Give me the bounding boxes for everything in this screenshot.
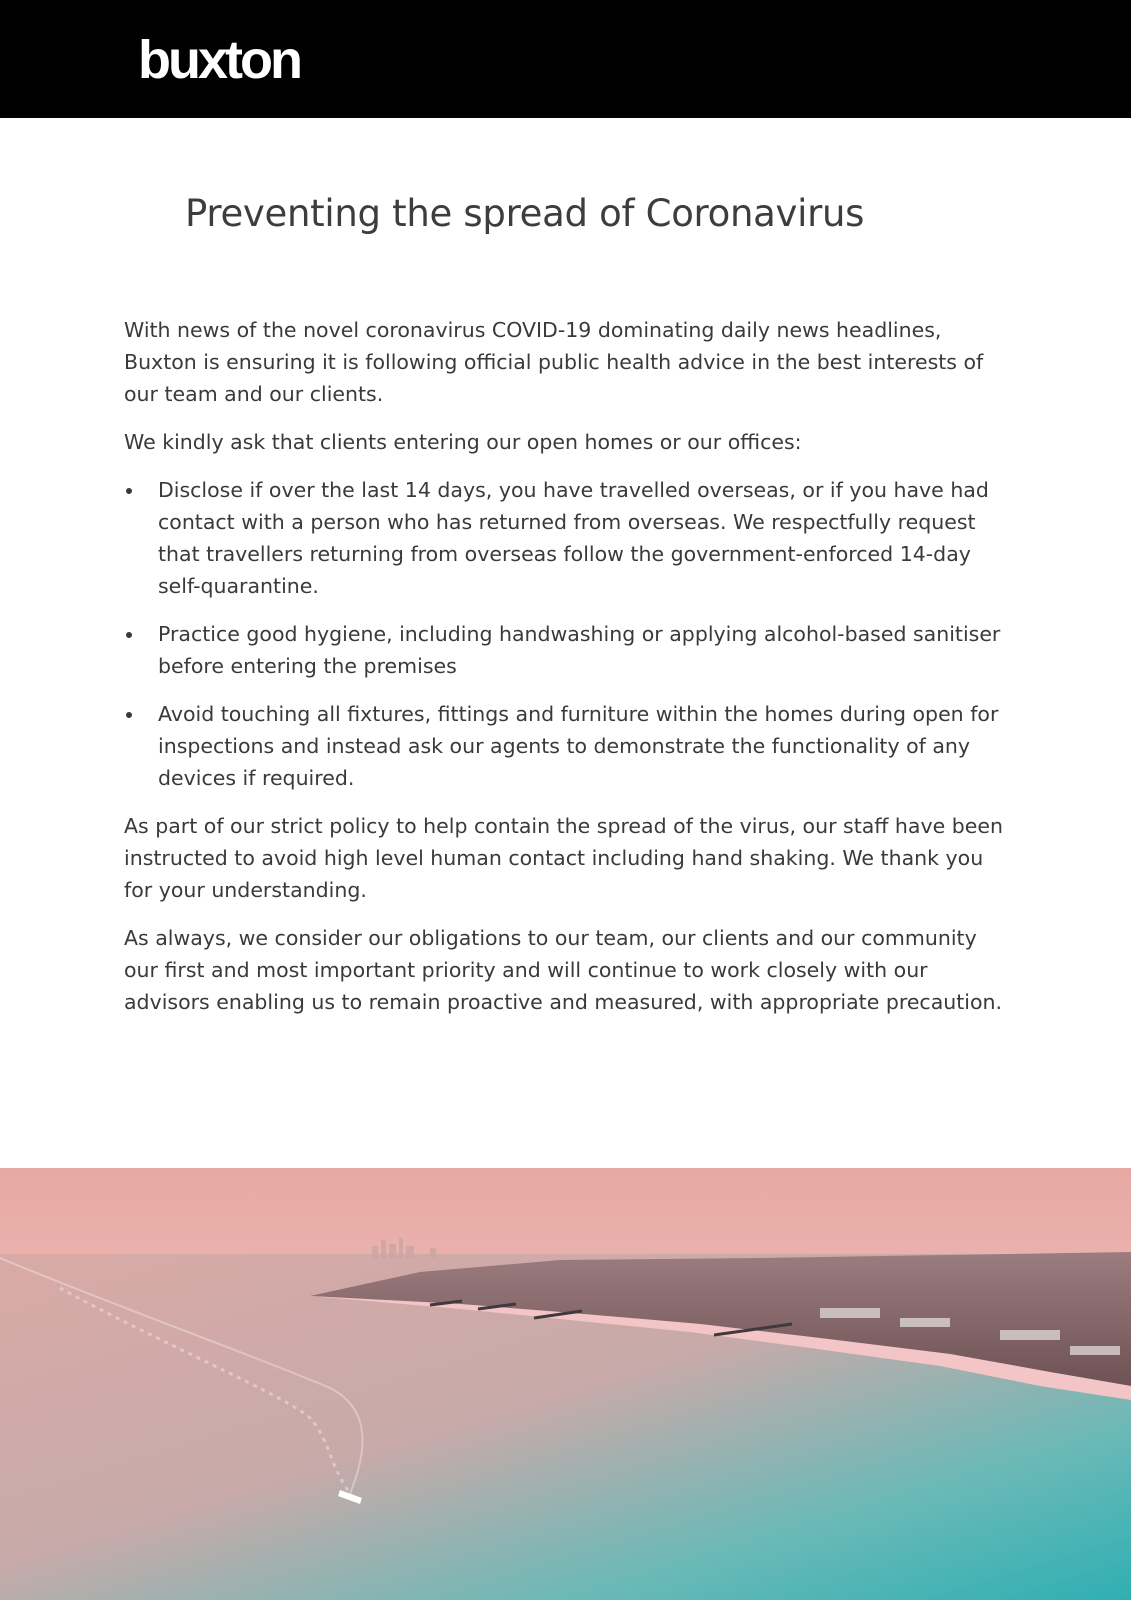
- list-item: Disclose if over the last 14 days, you have travelled overseas, or if you have had contact with a person who has returned from overseas. We respectfully request that travellers returning from overseas follow the government-enforced 14-day self-quarantine.: [124, 474, 1014, 602]
- buxton-logo: buxton: [138, 30, 300, 90]
- request-list: [124, 474, 1014, 794]
- page-title: Preventing the spread of Coronavirus: [185, 192, 865, 235]
- page-header: [0, 0, 1131, 118]
- list-item: Avoid touching all fixtures, fittings and furniture within the homes during open for inspections and instead ask our agents to demonstrate the functionality of any devices if required.: [124, 698, 1014, 794]
- coastline-illustration: [0, 1168, 1131, 1600]
- document-body: [124, 314, 1014, 1034]
- request-paragraph: We kindly ask that clients entering our open homes or our offices:: [124, 430, 802, 454]
- list-item: Practice good hygiene, including handwashing or applying alcohol-based sanitiser before entering the premises: [124, 618, 1014, 682]
- policy-paragraph: As part of our strict policy to help contain the spread of the virus, our staff have been instructed to avoid high level human contact including hand shaking. We thank you for your understanding.: [124, 814, 1003, 902]
- intro-paragraph: With news of the novel coronavirus COVID-19 dominating daily news headlines, Buxton is ensuring it is following official public health advice in the best interests of our team and our clients.: [124, 318, 984, 406]
- coastline-photo: [0, 1168, 1131, 1600]
- closing-paragraph: As always, we consider our obligations to our team, our clients and our community our first and most important priority and will continue to work closely with our advisors enabling us to remain proactive and measured, with appropriate precaution.: [124, 926, 1003, 1014]
